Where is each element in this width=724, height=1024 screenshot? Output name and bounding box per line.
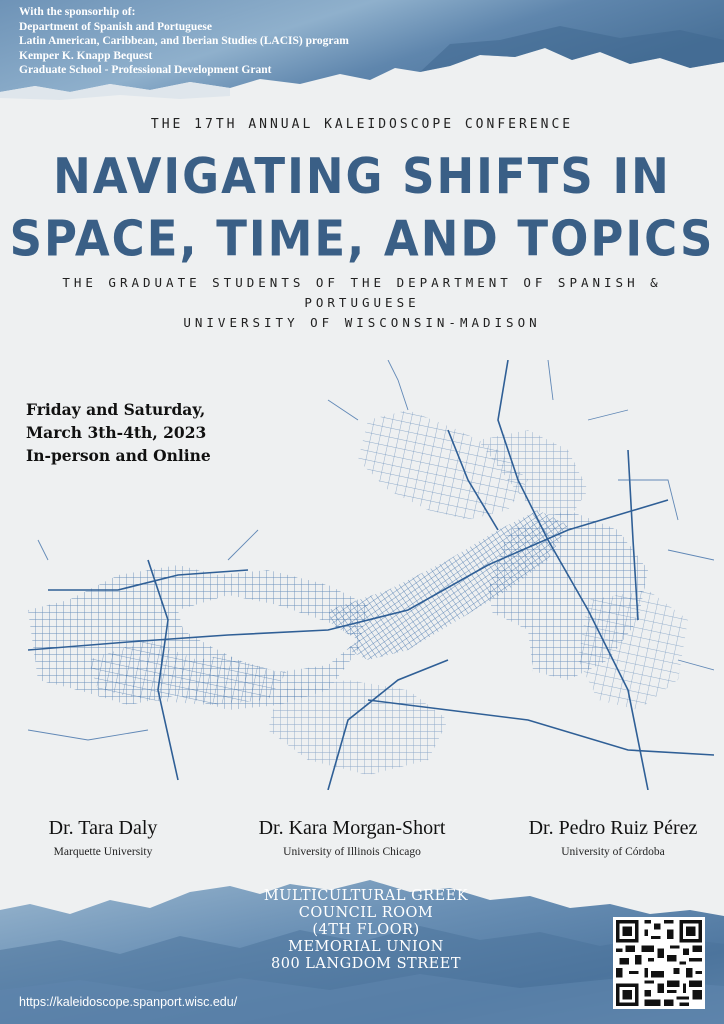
speaker-pedro-ruiz-perez (510, 817, 716, 858)
venue-line: MULTICULTURAL GREEK (263, 888, 469, 904)
host-line-2: PORTUGUESE (304, 295, 420, 310)
dates-line-1: Friday and Saturday, (26, 400, 206, 419)
sponsorship-line: Latin American, Caribbean, and Iberian Studies (LACIS) program (19, 35, 349, 48)
venue-line: (4TH FLOOR) (312, 922, 420, 938)
speaker-tara-daly (22, 817, 184, 858)
venue-line: COUNCIL ROOM (298, 905, 434, 921)
host-line-3: UNIVERSITY OF WISCONSIN-MADISON (183, 315, 541, 330)
sponsorship-line: With the sponsorhip of: (19, 6, 136, 18)
event-mode: In-person and Online (26, 446, 211, 465)
speaker-name: Dr. Pedro Ruiz Pérez (528, 817, 698, 839)
speaker-name: Dr. Kara Morgan-Short (258, 817, 446, 839)
title-line-2: SPACE, TIME, AND TOPICS (9, 210, 715, 268)
venue-line: 800 LANGDOM STREET (271, 956, 461, 972)
title-line-1: NAVIGATING SHIFTS IN (53, 147, 671, 205)
host-organization (40, 273, 684, 333)
qr-code-icon[interactable] (613, 917, 705, 1009)
event-dates (26, 398, 286, 467)
sponsorship-line: Kemper K. Knapp Bequest (19, 49, 153, 62)
dates-line-2: March 3th-4th, 2023 (26, 423, 207, 442)
venue-address (254, 888, 478, 973)
conference-url[interactable]: https://kaleidoscope.spanport.wisc.edu/ (19, 995, 238, 1009)
speaker-name: Dr. Tara Daly (48, 817, 158, 839)
speaker-kara-morgan-short (234, 817, 470, 858)
host-line-1: THE GRADUATE STUDENTS OF THE DEPARTMENT OF SPANISH & (62, 275, 662, 290)
sponsorship-block (19, 5, 439, 78)
speaker-affiliation: University of Illinois Chicago (283, 846, 421, 858)
sponsorship-line: Department of Spanish and Portuguese (19, 20, 212, 33)
conference-title (0, 145, 724, 270)
speaker-affiliation: University of Córdoba (561, 846, 665, 858)
speaker-affiliation: Marquette University (53, 846, 153, 858)
venue-line: MEMORIAL UNION (288, 939, 444, 955)
sponsorship-line: Graduate School - Professional Development Grant (19, 64, 272, 77)
conference-kicker: THE 17TH ANNUAL KALEIDOSCOPE CONFERENCE (150, 117, 574, 132)
